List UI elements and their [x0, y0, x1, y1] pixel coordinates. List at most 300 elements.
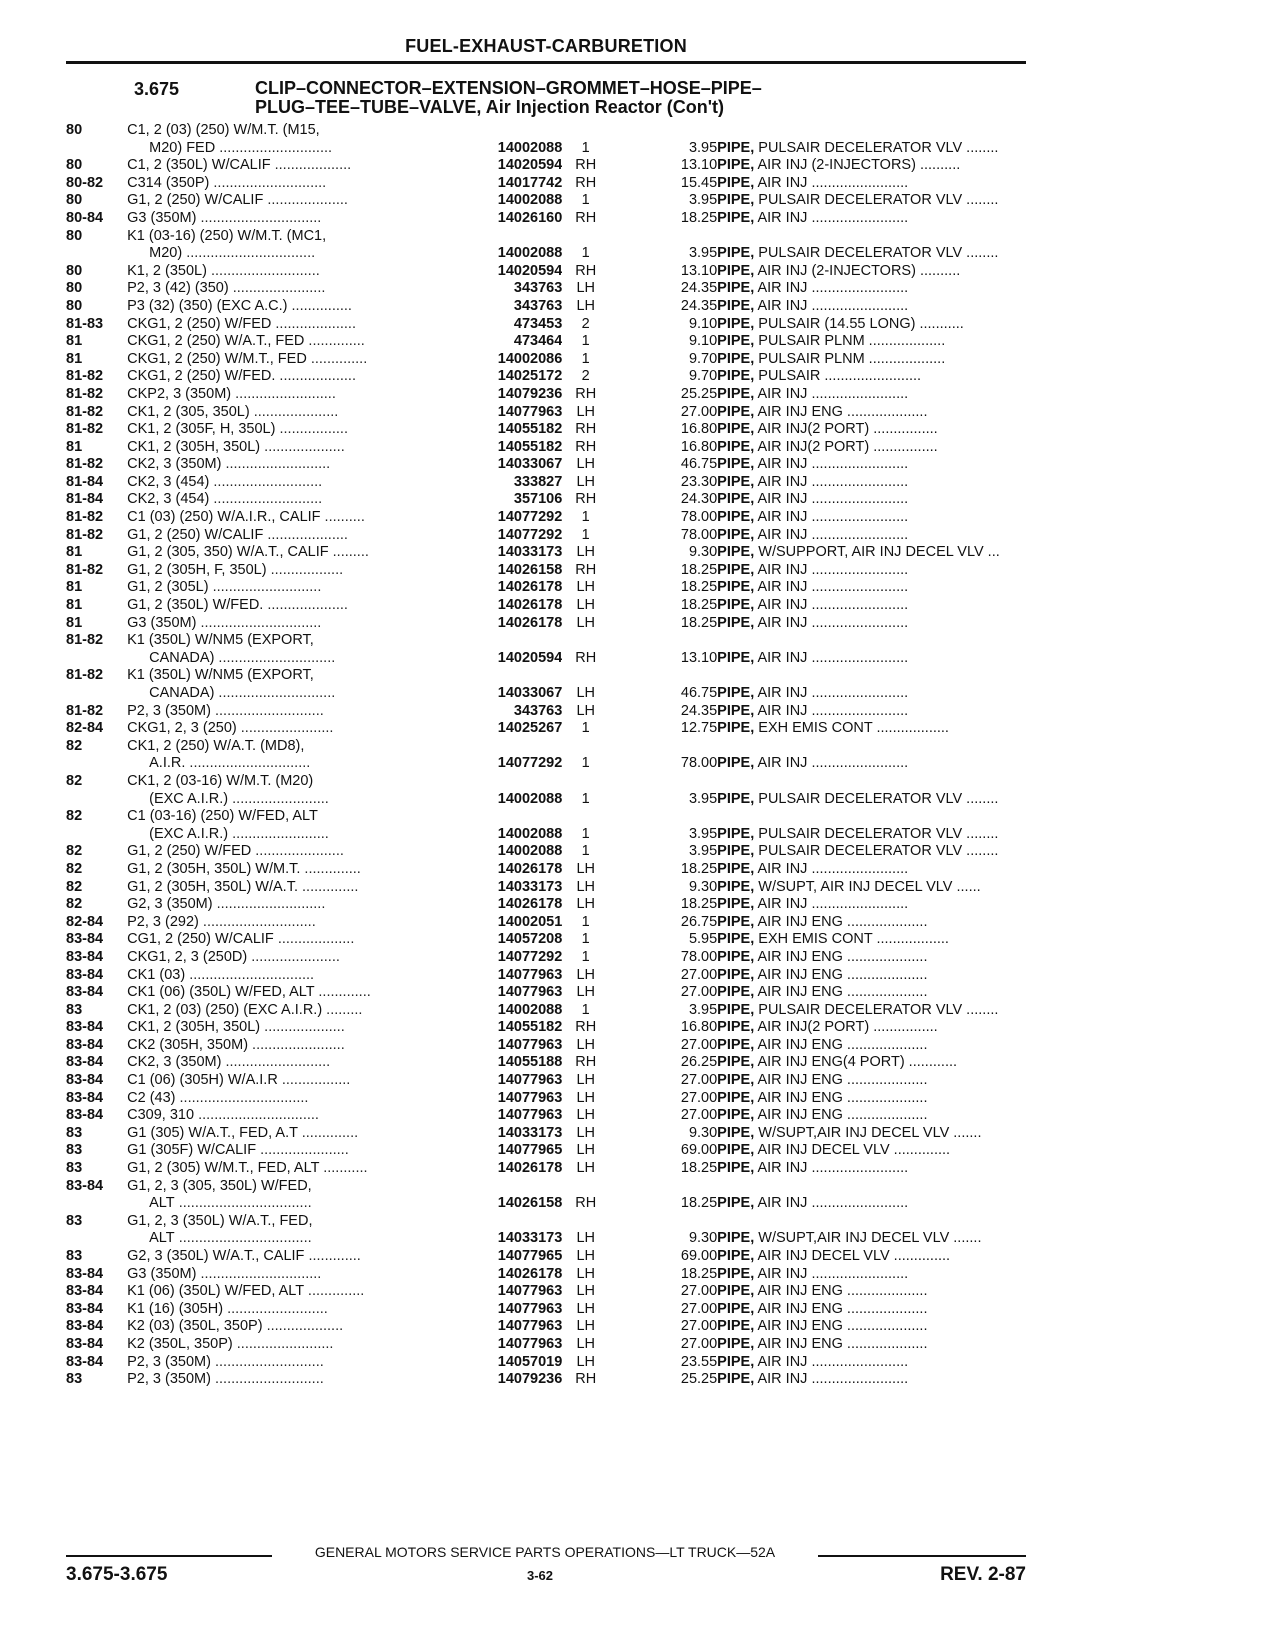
description-text: AIR INJ DECEL VLV — [757, 1142, 890, 1159]
price: 13.10 — [680, 157, 718, 174]
quantity: 1 — [581, 948, 590, 965]
parts-table-body — [66, 122, 1026, 1389]
description-text: AIR INJ — [757, 1353, 808, 1370]
model-application — [127, 175, 477, 193]
table-row — [66, 1090, 1026, 1108]
price: 9.30 — [688, 1124, 718, 1141]
price: 27.00 — [680, 1335, 718, 1352]
quantity: RH — [575, 385, 597, 402]
model-text: G1, 2 (305H, F, 350L) — [127, 561, 267, 578]
description-text: AIR INJ — [757, 579, 808, 596]
price: 13.10 — [680, 262, 718, 279]
leader-dots: .............................. — [196, 614, 322, 631]
part-number: 14002051 — [497, 913, 563, 930]
part-name: PIPE, — [717, 825, 755, 842]
part-name: PIPE, — [717, 649, 755, 666]
leader-dots: .................... — [842, 1318, 928, 1335]
description — [717, 843, 1026, 861]
model-application — [127, 1230, 477, 1248]
model-text: CANADA) — [149, 649, 215, 666]
part-name: PIPE, — [717, 1001, 755, 1018]
leader-dots: ........... — [915, 315, 964, 332]
part-name: PIPE, — [717, 1265, 755, 1282]
part-name: PIPE, — [717, 544, 755, 561]
footer-section-range: 3.675-3.675 — [66, 1564, 168, 1585]
price: 27.00 — [680, 1283, 718, 1300]
part-number: 357106 — [513, 491, 563, 508]
table-row — [66, 579, 1026, 597]
leader-dots: .................. — [872, 931, 949, 948]
description — [717, 421, 1026, 439]
description — [717, 1037, 1026, 1055]
part-number: 14026158 — [497, 1195, 563, 1212]
leader-dots: ................................ — [175, 1089, 309, 1106]
price: 18.25 — [680, 1160, 718, 1177]
model-year: 81-82 — [66, 526, 104, 543]
description — [717, 157, 1026, 175]
leader-dots: ........................ — [807, 385, 909, 402]
description-text: PULSAIR (14.55 LONG) — [758, 315, 916, 332]
model-text: CKP2, 3 (350M) — [127, 385, 232, 402]
model-year: 83-84 — [66, 1265, 104, 1282]
leader-dots: .................... — [842, 966, 928, 983]
description — [717, 650, 1026, 668]
model-application — [127, 1160, 477, 1178]
table-row — [66, 967, 1026, 985]
part-name: PIPE, — [717, 1089, 755, 1106]
model-application — [127, 333, 477, 351]
page-header: FUEL-EXHAUST-CARBURETION — [405, 36, 687, 56]
leader-dots: ......................... — [223, 1300, 328, 1317]
model-year: 81-82 — [66, 403, 104, 420]
description-text: AIR INJ(2 PORT) — [757, 421, 870, 438]
leader-dots: ........................ — [807, 685, 909, 701]
part-name: PIPE, — [717, 157, 755, 174]
model-year: 81 — [66, 350, 83, 367]
description — [717, 140, 1026, 158]
description — [717, 491, 1026, 509]
leader-dots: ........................ — [807, 297, 909, 314]
leader-dots: .............. — [306, 350, 368, 367]
part-number — [477, 738, 563, 756]
price: 24.35 — [680, 702, 718, 719]
leader-dots: ................ — [869, 438, 938, 455]
quantity — [562, 228, 609, 246]
description — [717, 1090, 1026, 1108]
leader-dots: .................... — [263, 526, 348, 543]
leader-dots: ........................ — [807, 1195, 909, 1212]
price — [609, 228, 717, 246]
description — [717, 1230, 1026, 1248]
leader-dots: .................. — [266, 561, 344, 578]
table-row — [66, 773, 1026, 791]
model-text: CK1, 2 (250) W/A.T. (MD8), — [127, 737, 305, 754]
model-application — [127, 967, 477, 985]
part-number: 473453 — [513, 315, 563, 332]
description — [717, 1213, 1026, 1231]
table-row — [66, 791, 1026, 809]
leader-dots: ........................ — [807, 579, 909, 596]
model-text: M20) — [149, 245, 183, 262]
description-text: EXH EMIS CONT — [758, 931, 873, 948]
model-application — [127, 1178, 477, 1196]
model-application — [127, 826, 477, 844]
quantity — [562, 667, 609, 685]
model-text: G1, 2 (305) W/M.T., FED, ALT — [127, 1160, 320, 1177]
leader-dots: .................... — [842, 1089, 928, 1106]
description — [717, 1371, 1026, 1389]
table-row — [66, 879, 1026, 897]
price: 16.80 — [680, 438, 718, 455]
description — [717, 263, 1026, 281]
description-text: AIR INJ — [757, 174, 808, 191]
description — [717, 1107, 1026, 1125]
description — [717, 1125, 1026, 1143]
table-row — [66, 650, 1026, 668]
model-application — [127, 685, 477, 703]
description — [717, 931, 1026, 949]
part-number: 14055188 — [497, 1054, 563, 1071]
leader-dots: .................... — [842, 913, 928, 930]
description-text: PULSAIR DECELERATOR VLV — [758, 139, 963, 156]
table-row — [66, 1107, 1026, 1125]
leader-dots: ................................ — [182, 245, 316, 262]
model-text: C1 (03-16) (250) W/FED, ALT — [127, 808, 318, 825]
leader-dots: ......... — [322, 1001, 363, 1018]
description-text: PULSAIR PLNM — [758, 350, 865, 367]
description-text: AIR INJ DECEL VLV — [757, 1248, 890, 1264]
description-text: AIR INJ — [757, 280, 808, 297]
description-text: AIR INJ(2 PORT) — [757, 438, 870, 455]
part-name: PIPE, — [717, 174, 755, 191]
part-number: 14033067 — [497, 456, 563, 473]
leader-dots: ......... — [328, 544, 369, 561]
part-name: PIPE, — [717, 262, 755, 279]
part-number: 14002088 — [497, 139, 563, 156]
quantity — [562, 1213, 609, 1231]
table-row — [66, 1002, 1026, 1020]
leader-dots: ........................ — [807, 1265, 909, 1282]
quantity: RH — [575, 262, 597, 279]
description-text: AIR INJ — [757, 597, 808, 614]
table-row — [66, 509, 1026, 527]
part-number — [477, 228, 563, 246]
part-name: PIPE, — [717, 843, 755, 860]
section-title-line-2: PLUG–TEE–TUBE–VALVE, Air Injection Reactor (Con't) — [255, 97, 725, 117]
quantity: LH — [576, 456, 595, 473]
description-text: AIR INJ — [757, 1160, 808, 1177]
table-row — [66, 456, 1026, 474]
leader-dots: .................... — [842, 403, 928, 420]
leader-dots: ........................ — [807, 491, 909, 508]
description — [717, 404, 1026, 422]
description — [717, 984, 1026, 1002]
part-number: 14026160 — [497, 209, 563, 226]
model-application — [127, 1054, 477, 1072]
price: 3.95 — [688, 192, 718, 209]
model-year: 83-84 — [66, 1318, 104, 1335]
leader-dots: ........................ — [807, 174, 909, 191]
description — [717, 175, 1026, 193]
quantity: 1 — [581, 139, 590, 156]
model-application — [127, 527, 477, 545]
model-application — [127, 755, 477, 773]
quantity: RH — [575, 209, 597, 226]
part-name: PIPE, — [717, 1230, 755, 1247]
price: 46.75 — [680, 685, 718, 701]
price: 78.00 — [680, 509, 718, 526]
model-application — [127, 280, 477, 298]
price: 15.45 — [680, 174, 718, 191]
table-row — [66, 280, 1026, 298]
part-name: PIPE, — [717, 1371, 755, 1388]
part-number: 14020594 — [497, 157, 563, 174]
description — [717, 1054, 1026, 1072]
price: 27.00 — [680, 984, 718, 1001]
quantity: 1 — [581, 790, 590, 807]
part-name: PIPE, — [717, 280, 755, 297]
part-name: PIPE, — [717, 1107, 755, 1124]
table-row — [66, 316, 1026, 334]
description — [717, 949, 1026, 967]
description — [717, 914, 1026, 932]
model-text: CKG1, 2 (250) W/FED. — [127, 368, 276, 385]
leader-dots: ........ — [962, 843, 999, 860]
model-year: 83 — [66, 1212, 83, 1229]
table-row — [66, 1037, 1026, 1055]
leader-dots: ................... — [864, 350, 946, 367]
model-application — [127, 1371, 477, 1389]
section-title-line-1: CLIP–CONNECTOR–EXTENSION–GROMMET–HOSE–PIPE– — [255, 78, 762, 98]
part-name: PIPE, — [717, 139, 755, 156]
quantity: 1 — [581, 825, 590, 842]
leader-dots: ........................ — [807, 456, 909, 473]
quantity: LH — [576, 579, 595, 596]
model-year: 83-84 — [66, 1283, 104, 1300]
description — [717, 1354, 1026, 1372]
footer-rule-right — [818, 1555, 1026, 1557]
part-number: 14026178 — [497, 579, 563, 596]
part-name: PIPE, — [717, 702, 755, 719]
table-row — [66, 755, 1026, 773]
description — [717, 368, 1026, 386]
description-text: AIR INJ — [757, 456, 808, 473]
leader-dots: .............. — [298, 878, 359, 895]
model-year: 83-84 — [66, 1036, 104, 1053]
price: 25.25 — [680, 385, 718, 402]
description — [717, 1301, 1026, 1319]
table-row — [66, 667, 1026, 685]
table-row — [66, 1019, 1026, 1037]
model-text: CKG1, 2 (250) W/M.T., FED — [127, 350, 307, 367]
leader-dots: .................. — [872, 720, 949, 737]
part-number: 14077963 — [497, 1318, 563, 1335]
leader-dots: ........................ — [807, 1160, 909, 1177]
quantity — [562, 632, 609, 650]
description — [717, 122, 1026, 140]
price: 23.30 — [680, 473, 718, 490]
part-number: 14079236 — [497, 1371, 563, 1388]
leader-dots: ............................ — [198, 913, 316, 930]
model-application — [127, 1142, 477, 1160]
model-text: CG1, 2 (250) W/CALIF — [127, 931, 274, 948]
leader-dots: ........................ — [807, 896, 909, 913]
model-application — [127, 404, 477, 422]
leader-dots: ...................... — [247, 948, 340, 965]
description — [717, 509, 1026, 527]
price: 27.00 — [680, 966, 718, 983]
header-rule — [66, 61, 1026, 64]
price: 18.25 — [680, 860, 718, 877]
part-number: 14033173 — [497, 1124, 563, 1141]
model-text: G2, 3 (350M) — [127, 896, 213, 913]
model-application — [127, 1301, 477, 1319]
model-application — [127, 632, 477, 650]
leader-dots: ................................. — [174, 1230, 312, 1247]
description — [717, 316, 1026, 334]
quantity: RH — [575, 561, 597, 578]
model-year: 81 — [66, 438, 83, 455]
part-name: PIPE, — [717, 315, 755, 332]
leader-dots: ........................... — [210, 702, 324, 719]
part-number: 14077963 — [497, 1107, 563, 1124]
table-row — [66, 1195, 1026, 1213]
leader-dots: ........................ — [820, 368, 922, 385]
model-application — [127, 949, 477, 967]
description — [717, 439, 1026, 457]
leader-dots: ........................... — [209, 491, 323, 508]
table-row — [66, 1318, 1026, 1336]
part-number: 14077963 — [497, 1072, 563, 1089]
price — [609, 1178, 717, 1196]
price: 3.95 — [688, 1001, 718, 1018]
description-text: AIR INJ — [757, 209, 808, 226]
quantity: RH — [575, 174, 597, 191]
description-text: AIR INJ(2 PORT) — [757, 1019, 870, 1036]
description-text: AIR INJ — [757, 896, 808, 913]
leader-dots: .......................... — [221, 1054, 331, 1071]
part-number: 14002088 — [497, 790, 563, 807]
table-row — [66, 597, 1026, 615]
leader-dots: ........... — [319, 1160, 368, 1177]
leader-dots: .............. — [889, 1248, 951, 1264]
model-application — [127, 351, 477, 369]
leader-dots: ........ — [962, 192, 999, 209]
description-text: AIR INJ — [757, 1371, 808, 1388]
leader-dots: ................ — [869, 1019, 938, 1036]
part-name: PIPE, — [717, 456, 755, 473]
model-text: G1, 2, 3 (350L) W/A.T., FED, — [127, 1212, 313, 1229]
quantity: LH — [576, 1124, 595, 1141]
part-number: 14077963 — [497, 1300, 563, 1317]
table-row — [66, 351, 1026, 369]
price: 27.00 — [680, 1318, 718, 1335]
model-application — [127, 1354, 477, 1372]
description — [717, 967, 1026, 985]
quantity: 1 — [581, 526, 590, 543]
price: 16.80 — [680, 421, 718, 438]
description-text: AIR INJ — [757, 561, 808, 578]
leader-dots: .................... — [842, 1036, 928, 1053]
model-application — [127, 1125, 477, 1143]
part-number: 14077292 — [497, 755, 563, 772]
description-text: PULSAIR PLNM — [758, 333, 865, 350]
footer-publisher: GENERAL MOTORS SERVICE PARTS OPERATIONS—LT TRUCK—52A — [314, 1544, 776, 1560]
description-text: W/SUPPORT, AIR INJ DECEL VLV — [758, 544, 984, 561]
model-application — [127, 703, 477, 721]
description — [717, 1002, 1026, 1020]
leader-dots: ........ — [962, 139, 999, 156]
leader-dots: ........................ — [807, 473, 909, 490]
description-text: W/SUPT,AIR INJ DECEL VLV — [758, 1230, 950, 1247]
description — [717, 791, 1026, 809]
leader-dots: .............. — [304, 333, 365, 350]
quantity: LH — [576, 1142, 595, 1159]
model-year: 83 — [66, 1248, 83, 1264]
part-number: 14020594 — [497, 262, 563, 279]
model-year: 82 — [66, 896, 83, 913]
leader-dots: ........ — [962, 245, 999, 262]
leader-dots: .............. — [889, 1142, 951, 1159]
table-row — [66, 703, 1026, 721]
model-text: K1, 2 (350L) — [127, 262, 207, 279]
quantity: 1 — [581, 333, 590, 350]
price: 18.25 — [680, 209, 718, 226]
leader-dots: .................... — [842, 948, 928, 965]
part-number: 14077965 — [497, 1248, 563, 1264]
model-year: 83-84 — [66, 1300, 104, 1317]
section-number: 3.675 — [134, 79, 180, 99]
table-row — [66, 914, 1026, 932]
part-number — [477, 122, 563, 140]
part-number: 14002088 — [497, 843, 563, 860]
part-number: 14020594 — [497, 649, 563, 666]
description — [717, 597, 1026, 615]
price: 12.75 — [680, 720, 718, 737]
description — [717, 579, 1026, 597]
leader-dots: ........................ — [228, 790, 329, 807]
model-application — [127, 808, 477, 826]
leader-dots: ........................ — [807, 280, 909, 297]
description-text: AIR INJ ENG(4 PORT) — [757, 1054, 905, 1071]
price: 27.00 — [680, 1089, 718, 1106]
part-number: 14077292 — [497, 948, 563, 965]
table-row — [66, 404, 1026, 422]
model-year: 80-82 — [66, 174, 104, 191]
quantity: LH — [576, 1230, 595, 1247]
table-row — [66, 386, 1026, 404]
price: 16.80 — [680, 1019, 718, 1036]
price: 18.25 — [680, 579, 718, 596]
description — [717, 826, 1026, 844]
parts-table — [66, 122, 1026, 1389]
quantity: LH — [576, 984, 595, 1001]
model-year: 83-84 — [66, 1177, 104, 1194]
table-row — [66, 439, 1026, 457]
leader-dots: ....... — [949, 1230, 982, 1247]
model-year: 83-84 — [66, 1107, 104, 1124]
model-text: K1 (350L) W/NM5 (EXPORT, — [127, 667, 314, 684]
part-number: 14026178 — [497, 860, 563, 877]
leader-dots: .................... — [271, 315, 356, 332]
model-text: P2, 3 (350M) — [127, 1353, 211, 1370]
table-row — [66, 1354, 1026, 1372]
model-year: 80 — [66, 157, 83, 174]
part-number: 14077963 — [497, 1283, 563, 1300]
model-text: K1 (350L) W/NM5 (EXPORT, — [127, 632, 314, 649]
model-year: 83-84 — [66, 931, 104, 948]
model-year: 81 — [66, 544, 83, 561]
